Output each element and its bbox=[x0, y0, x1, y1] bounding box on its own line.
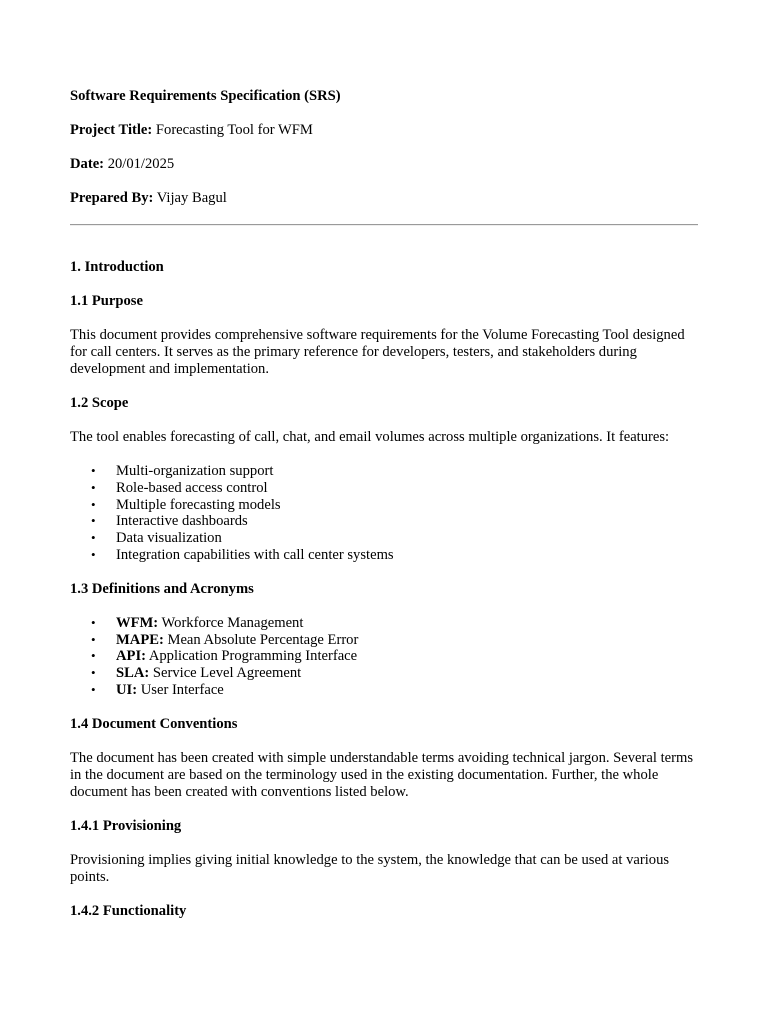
list-item bbox=[91, 496, 700, 514]
definition-item bbox=[91, 614, 700, 632]
definition-meaning: Service Level Agreement bbox=[149, 665, 302, 682]
bullet-icon: • bbox=[91, 681, 96, 697]
bullet-icon: • bbox=[91, 530, 96, 546]
section-conventions-heading: 1.4 Document Conventions bbox=[70, 715, 238, 732]
section-provisioning-heading: 1.4.1 Provisioning bbox=[70, 817, 182, 834]
bullet-icon: • bbox=[91, 614, 96, 630]
provisioning-paragraph: Provisioning implies giving initial knowledge to the system, the knowledge that can be used at various points. bbox=[70, 851, 670, 885]
definition-meaning: Application Programming Interface bbox=[146, 648, 358, 665]
list-item bbox=[91, 530, 700, 547]
bullet-icon: • bbox=[91, 479, 96, 495]
list-item-text: Multiple forecasting models bbox=[116, 496, 281, 513]
bullet-icon: • bbox=[91, 513, 96, 529]
definitions-list bbox=[70, 615, 700, 699]
list-item-text: Integration capabilities with call center systems bbox=[116, 546, 394, 563]
prepared-by-value: Vijay Bagul bbox=[153, 190, 227, 206]
bullet-icon: • bbox=[91, 496, 96, 512]
definition-item bbox=[91, 665, 700, 682]
horizontal-rule bbox=[70, 224, 698, 226]
definition-meaning: Mean Absolute Percentage Error bbox=[163, 631, 359, 648]
definition-meaning: Workforce Management bbox=[158, 614, 304, 631]
prepared-by-line bbox=[70, 190, 700, 207]
list-item bbox=[91, 479, 700, 497]
project-title-value: Forecasting Tool for WFM bbox=[152, 122, 313, 138]
definition-term: API: bbox=[116, 648, 146, 665]
project-title-line bbox=[70, 122, 700, 139]
list-item-text: Multi-organization support bbox=[116, 463, 274, 479]
definition-item bbox=[91, 681, 700, 699]
date-line bbox=[70, 156, 700, 173]
definition-term: WFM: bbox=[116, 614, 159, 631]
definition-item bbox=[91, 648, 700, 665]
definition-item bbox=[91, 631, 700, 649]
bullet-icon: • bbox=[91, 631, 96, 647]
definition-term: SLA: bbox=[116, 665, 150, 682]
prepared-by-label: Prepared By: bbox=[70, 190, 154, 206]
bullet-icon: • bbox=[91, 463, 96, 478]
list-item bbox=[91, 513, 700, 530]
document-body bbox=[70, 88, 700, 937]
definition-meaning: User Interface bbox=[137, 681, 224, 698]
scope-feature-list bbox=[70, 463, 700, 564]
list-item-text: Role-based access control bbox=[116, 479, 268, 496]
date-label: Date: bbox=[70, 156, 105, 172]
bullet-icon: • bbox=[91, 665, 96, 681]
list-item-text: Data visualization bbox=[116, 530, 222, 547]
section-definitions-heading: 1.3 Definitions and Acronyms bbox=[70, 580, 254, 597]
section-functionality-heading: 1.4.2 Functionality bbox=[70, 902, 187, 919]
definition-term: UI: bbox=[116, 681, 138, 698]
conventions-paragraph: The document has been created with simple understandable terms avoiding technical jargon. Several terms in the document are based on the terminology used in the existing documentation. Further, the whole document has been created with conventions listed below. bbox=[70, 749, 693, 800]
scope-paragraph: The tool enables forecasting of call, chat, and email volumes across multiple organizations. It features: bbox=[70, 429, 670, 445]
list-item bbox=[91, 463, 700, 480]
list-item-text: Interactive dashboards bbox=[116, 513, 248, 530]
purpose-paragraph: This document provides comprehensive software requirements for the Volume Forecasting Tool designed for call centers. It serves as the primary reference for developers, testers, and stakeholders during development and implementation. bbox=[70, 327, 685, 377]
definition-term: MAPE: bbox=[116, 631, 164, 648]
section-purpose-heading: 1.1 Purpose bbox=[70, 293, 143, 309]
date-value: 20/01/2025 bbox=[104, 156, 175, 172]
bullet-icon: • bbox=[91, 546, 96, 562]
document-title: Software Requirements Specification (SRS) bbox=[70, 88, 341, 104]
section-introduction-heading: 1. Introduction bbox=[70, 259, 164, 275]
section-scope-heading: 1.2 Scope bbox=[70, 395, 129, 411]
list-item bbox=[91, 546, 700, 564]
bullet-icon: • bbox=[91, 648, 96, 664]
project-title-label: Project Title: bbox=[70, 122, 153, 138]
